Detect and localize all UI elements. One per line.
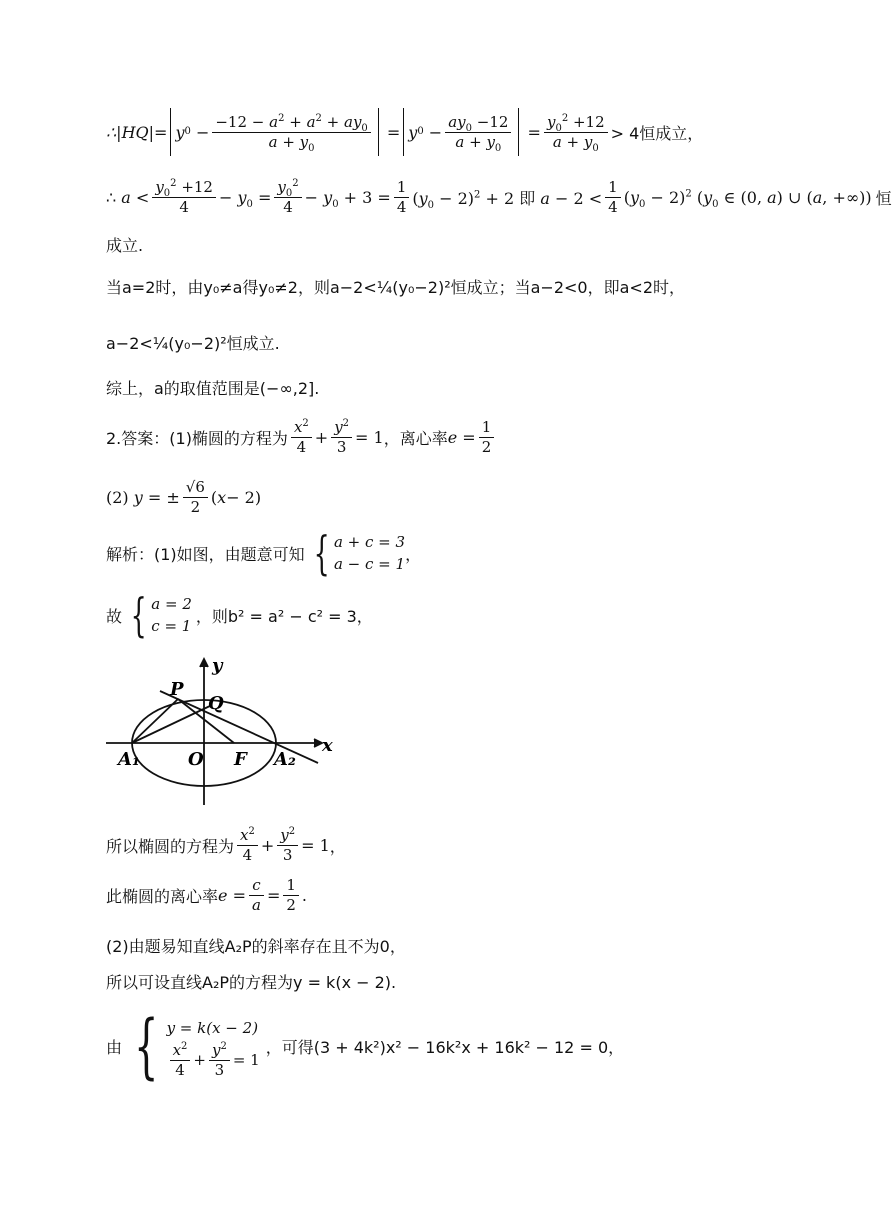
label-f: F [234,749,247,770]
line-a1-q [132,705,212,743]
hq-prefix: ∴|HQ|= [106,122,168,142]
line-a1-p [132,699,178,743]
line-5: a−2<¼(y₀−2)²恒成立. [106,333,280,353]
label-o: O [188,749,204,770]
line-hq: ∴|HQ|= y 0 − $\frac{-12 - a^2 + a^2 + ay_0}{a + y_0}$ = y 0 − $\frac{ay_0 -12}{a + y_0}$ = $\frac{y_0^2 +12}{a + y_0}$ > 4恒成立， [106,107,703,157]
system3-eq2: $\frac{x^2}{4}$ + $\frac{y^2}{3}$ = 1 [167,1042,260,1079]
system2-eq1: a = 2 [151,595,192,613]
line-4: 当a=2时，由y₀≠a得y₀≠2，则a−2<¼(y₀−2)²恒成立；当a−2<0，即a<2时， [106,277,685,297]
line-6: 综上，a的取值范围是(−∞,2]. [106,378,320,398]
label-a1: A₁ [118,749,140,770]
line-14: 所以可设直线A₂P的方程为y = k(x − 2). [106,972,397,992]
line-answer-1: 2.答案：(1)椭圆的方程为 $\frac{x^2}{4}$ + $\frac{y^2}{3}$ = 1 ，离心率 e = $\frac{1}{2}$ [106,414,497,460]
line-13: (2)由题易知直线A₂P的斜率存在且不为0， [106,936,406,956]
system3-prefix: 由 [106,1037,123,1057]
ecc-prefix: 此椭圆的离心率 [106,886,219,906]
line-solution-2: 故 { a = 2 c = 1 ，则b² = a² − c² = 3， [106,588,373,642]
system1-eq1: a + c = 3 [333,533,406,551]
line-ellipse-eq: 所以椭圆的方程为 $\frac{x^2}{4}$ + $\frac{y^2}{3}$ = 1 ， [106,825,346,864]
system2-eq2: c = 1 [151,617,192,635]
line-eccentricity: 此椭圆的离心率 e = $\frac{c}{a}$ = $\frac{1}{2}$ . [106,875,307,914]
system3-eq1: y = k(x − 2) [166,1018,259,1037]
answer1-mid: ，离心率 [383,428,448,448]
ellipse-figure [100,655,340,805]
solution2-prefix: 故 [106,606,123,626]
hq-suffix: > 4恒成立， [610,123,704,143]
solution2-suffix: ，则b² = a² − c² = 3， [195,606,373,626]
label-y: y [212,655,223,676]
abs-expr-1: y 0 − $\frac{-12 - a^2 + a^2 + ay_0}{a + y_0}$ [170,108,378,156]
line-system-3: 由 { y = k(x − 2) $\frac{x^2}{4}$ + $\frac{y^2}{3}$ = 1 ，可得(3 + 4k²)x² − 16k²x + 16k² − 12 = 0， [106,1005,625,1087]
system1-eq2: a − c = 1 [333,555,406,573]
label-p: P [170,679,184,700]
answer1-prefix: 2.答案：(1)椭圆的方程为 [106,428,288,448]
label-q: Q [208,693,224,714]
line-3: 成立. [106,235,144,255]
answer2-prefix: (2) [106,487,129,507]
solution-prefix: 解析：(1)如图，由题意可知 [106,544,305,564]
line-solution-1: 解析：(1)如图，由题意可知 { a + c = 3 a − c = 1 ， [106,526,422,580]
x-axis-arrow [314,739,322,747]
l2-suffix: 恒 [875,188,892,208]
label-a2: A₂ [274,749,296,770]
abs-expr-2: y 0 − $\frac{ay_0 -12}{a + y_0}$ [403,108,519,156]
line-answer-2: (2) y = ± $\frac{√6}{2}$ ( x − 2) [106,477,262,516]
system3-suffix: ，可得(3 + 4k²)x² − 16k²x + 16k² − 12 = 0， [265,1037,625,1057]
line-a-bound: ∴ a < $\frac{y_0^2 +12}{4}$ − $y_0$ = $\frac{y_0^2}{4}$ − $y_0 + 3$ = $\frac{1}{4}$ $(y_0 - 2)^2 + 2$ 即 a − 2 < $\frac{1}{4}$ $(y_0 - 2)^2$ ($y_0$ ∈ (0, a) ∪ (a, +∞)) 恒 [106,177,892,216]
ellipse-eq-prefix: 所以椭圆的方程为 [106,836,235,856]
y-axis-arrow [200,659,208,667]
label-x: x [322,735,333,756]
